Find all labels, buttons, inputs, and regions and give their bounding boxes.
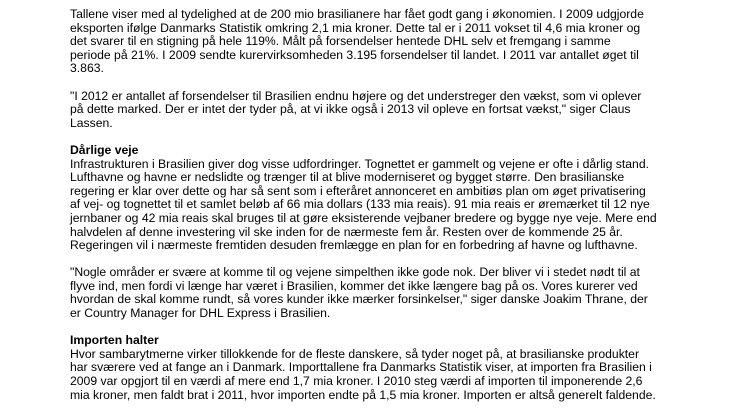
text-line: Tallene viser med al tydelighed at de 200 mio brasilianere har fået godt gang i økonomien. I 2009 udgjorde	[70, 7, 644, 21]
text-line: jernbaner og 42 mia reais skal bruges til at gøre eksisterende vejbaner bredere og bygge nye veje. Mere end	[70, 210, 657, 225]
text-line: Lufthavne og havne er nedslidte og trænger til at blive moderniseret og bygget større. Den brasilianske	[70, 170, 625, 185]
paragraph-infrastructure	[70, 158, 710, 253]
text-line: eksporten ifølge Danmarks Statistik omkring 2,1 mia kroner. Dette tal er i 2011 vokset til 4,6 mia kroner og	[70, 20, 641, 35]
text-line: halvdelen af denne investering vil ske inden for de nærmeste fem år. Resten over de kommende 25 år.	[70, 224, 623, 239]
text-line: "Nogle områder er svære at komme til og vejene simpelthen ikke gode nok. Der bliver vi i stedet nødt til at	[70, 265, 640, 280]
text-line: regering er klar over dette og har så sent som i efteråret annonceret en ambitiøs plan om øget privatisering	[70, 183, 646, 198]
text-line: Lassen.	[70, 115, 113, 130]
section-heading-darlige-veje: Dårlige veje	[70, 142, 139, 157]
text-line: har sværere ved at fange an i Danmark. Importtallene fra Danmarks Statistik viser, at importen fra Brasilien i	[70, 360, 652, 375]
text-line: 3.863.	[70, 61, 104, 76]
text-line: "I 2012 er antallet af forsendelser til Brasilien endnu højere og det understreger den vækst, som vi oplever	[70, 88, 642, 103]
text-line: flyve ind, men fordi vi længe har været i Brasilien, kommer det ikke længere bag på os. Vores kurerer ved	[70, 278, 638, 293]
section-heading-importen-halter: Importen halter	[70, 333, 159, 348]
document-page	[70, 8, 710, 416]
paragraph-intro	[70, 8, 710, 76]
text-line: er Country Manager for DHL Express i Brasilien.	[70, 306, 331, 321]
paragraph-quote-joakim-thrane	[70, 266, 710, 320]
text-line: hvordan de skal komme rundt, så vores kunder ikke mærker forsinkelser," siger danske Joakim Thrane, der	[70, 292, 648, 307]
text-line: Infrastrukturen i Brasilien giver dog visse udfordringer. Tognettet er gammelt og vejene er ofte i dårlig stand.	[70, 156, 649, 171]
text-line: periode på 21%. I 2009 sendte kurervirksomheden 3.195 forsendelser til landet. I 2011 var antallet øget til	[70, 47, 639, 62]
text-line: Regeringen vil i nærmeste fremtiden desuden fremlægge en plan for en forbedring af havne og lufthavne.	[70, 238, 638, 253]
text-line: mia kroner, men faldt brat i 2011, hvor importen endte på 1,5 mia kroner. Importen er altså generelt faldende.	[70, 387, 656, 402]
paragraph-quote-claus-lassen	[70, 90, 710, 131]
text-line: af vej- og tognettet til et samlet beløb af 66 mia dollars (133 mia reais). 91 mia reais er øremærket til 12 nye	[70, 197, 650, 212]
text-line: Hvor sambarytmerne virker tillokkende for de fleste danskere, så tyder noget på, at brasilianske produkter	[70, 346, 640, 361]
text-line: det svarer til en stigning på hele 119%. Målt på forsendelser hentede DHL selv et fremgang i samme	[70, 34, 611, 49]
text-line: på dette marked. Der er intet der tyder på, at vi ikke også i 2013 vil opleve en fortsat vækst," siger Claus	[70, 102, 631, 117]
text-line: 2009 var opgjort til en værdi af mere end 1,7 mia kroner. I 2010 steg værdi af importen til imponerende 2,6	[70, 374, 643, 389]
paragraph-import	[70, 348, 710, 402]
